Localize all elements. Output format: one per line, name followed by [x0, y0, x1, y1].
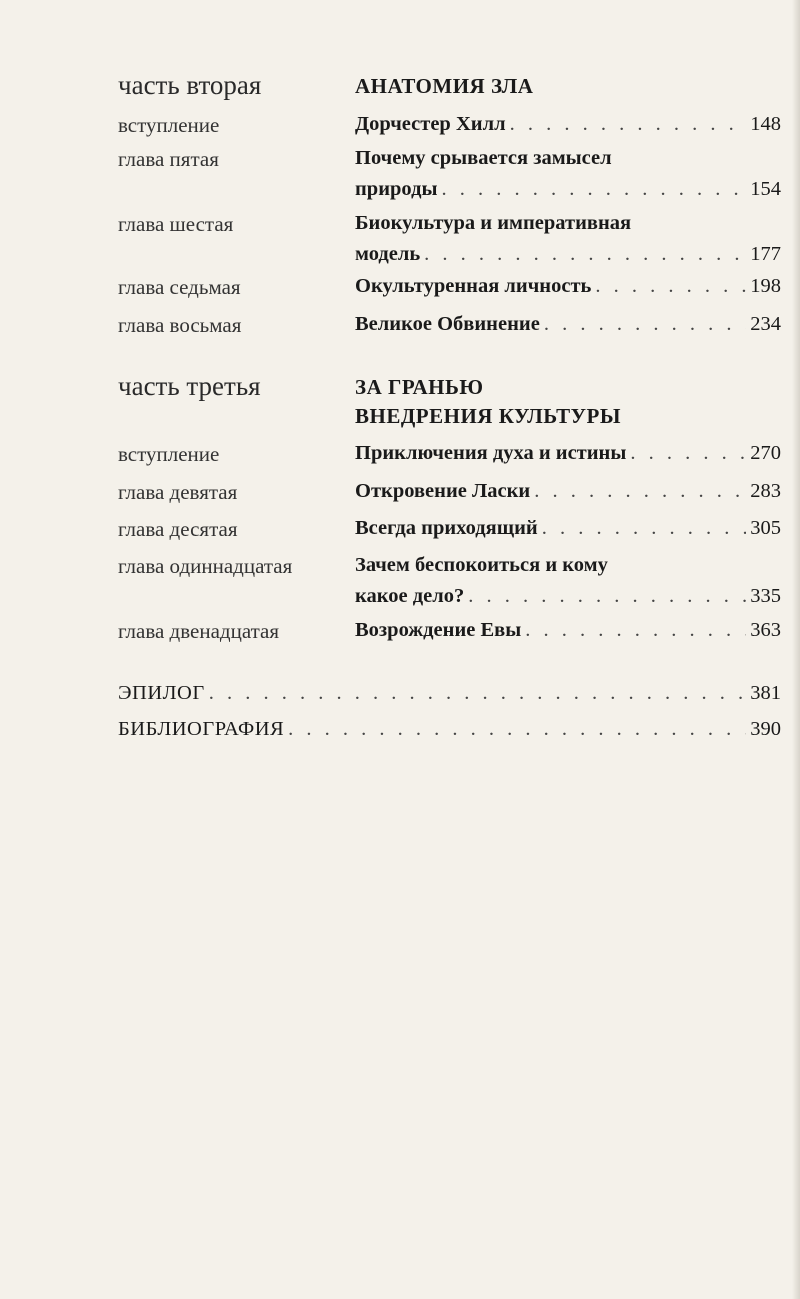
entry-title-line: Почему срывается замысел: [355, 147, 612, 169]
part-label: часть вторая: [118, 70, 262, 100]
entry-leader-line: [355, 271, 781, 302]
chapter-label: глава пятая: [118, 147, 219, 171]
entry-leader-line: [355, 476, 781, 507]
dot-leader: [441, 174, 746, 205]
entry-title: Окультуренная личность: [355, 275, 592, 297]
toc-entry[interactable]: [355, 615, 781, 646]
entry-leader-line: [355, 109, 781, 140]
dot-leader: [288, 718, 746, 741]
dot-leader: [630, 438, 746, 469]
entry-title: Всегда приходящий: [355, 517, 538, 539]
dot-leader: [424, 239, 746, 270]
chapter-label: глава девятая: [118, 480, 238, 504]
dot-leader: [468, 581, 746, 612]
page-edge-shadow: [792, 0, 800, 1299]
part-title-line: ВНЕДРЕНИЯ КУЛЬТУРЫ: [355, 404, 621, 428]
entry-title: Дорчестер Хилл: [355, 113, 506, 135]
toc-entry[interactable]: [355, 550, 781, 612]
toc-entry[interactable]: [355, 476, 781, 507]
page-number: 148: [750, 113, 781, 135]
toc-backmatter-entry[interactable]: [118, 718, 781, 741]
part-title: [355, 72, 533, 101]
entry-title: ЭПИЛОГ: [118, 682, 205, 704]
toc-entry[interactable]: [355, 513, 781, 544]
entry-leader-line: [355, 513, 781, 544]
toc-entry[interactable]: [355, 143, 781, 205]
part-title-line: ЗА ГРАНЬЮ: [355, 375, 484, 399]
page-number: 270: [750, 442, 781, 464]
entry-title-line: Биокультура и императивная: [355, 212, 632, 234]
dot-leader: [209, 682, 747, 705]
entry-title: БИБЛИОГРАФИЯ: [118, 718, 285, 740]
dot-leader: [542, 513, 747, 544]
dot-leader: [510, 109, 747, 140]
toc-entry[interactable]: [355, 438, 781, 469]
toc-entry[interactable]: [355, 271, 781, 302]
entry-leader-line: [355, 438, 781, 469]
entry-title: Возрождение Евы: [355, 619, 522, 641]
toc-entry[interactable]: [355, 309, 781, 340]
page-number: 177: [750, 243, 781, 265]
part-title-line: АНАТОМИЯ ЗЛА: [355, 74, 534, 98]
page-number: 363: [750, 619, 781, 641]
page-number: 198: [750, 275, 781, 297]
toc-entry[interactable]: [355, 109, 781, 140]
chapter-label: глава одиннадцатая: [118, 554, 293, 578]
page-number: 381: [750, 682, 781, 704]
part-label: часть третья: [118, 371, 261, 401]
chapter-label: глава десятая: [118, 517, 238, 541]
chapter-label: вступление: [118, 113, 220, 137]
chapter-label: глава седьмая: [118, 275, 241, 299]
entry-leader-line: [355, 309, 781, 340]
dot-leader: [534, 476, 746, 507]
entry-title: Приключения духа и истины: [355, 442, 627, 464]
page-number: 234: [750, 313, 781, 335]
entry-title: модель: [355, 243, 421, 265]
entry-title: какое дело?: [355, 585, 465, 607]
chapter-label: глава восьмая: [118, 313, 242, 337]
dot-leader: [544, 309, 746, 340]
toc-backmatter-entry[interactable]: [118, 682, 781, 705]
page-number: 283: [750, 480, 781, 502]
entry-title-line: Зачем беспокоиться и кому: [355, 554, 608, 576]
entry-leader-line: [355, 581, 781, 612]
page-number: 390: [750, 718, 781, 740]
entry-leader-line: [355, 174, 781, 205]
dot-leader: [595, 271, 746, 302]
part-title: [355, 373, 621, 431]
entry-title: природы: [355, 178, 438, 200]
entry-title: Великое Обвинение: [355, 313, 540, 335]
entry-leader-line: [355, 615, 781, 646]
chapter-label: вступление: [118, 442, 220, 466]
page-number: 335: [750, 585, 781, 607]
chapter-label: глава шестая: [118, 212, 234, 236]
chapter-label: глава двенадцатая: [118, 619, 280, 643]
entry-title: Откровение Ласки: [355, 480, 531, 502]
page-number: 305: [750, 517, 781, 539]
dot-leader: [525, 615, 746, 646]
entry-leader-line: [355, 239, 781, 270]
toc-entry[interactable]: [355, 208, 781, 270]
page-number: 154: [750, 178, 781, 200]
